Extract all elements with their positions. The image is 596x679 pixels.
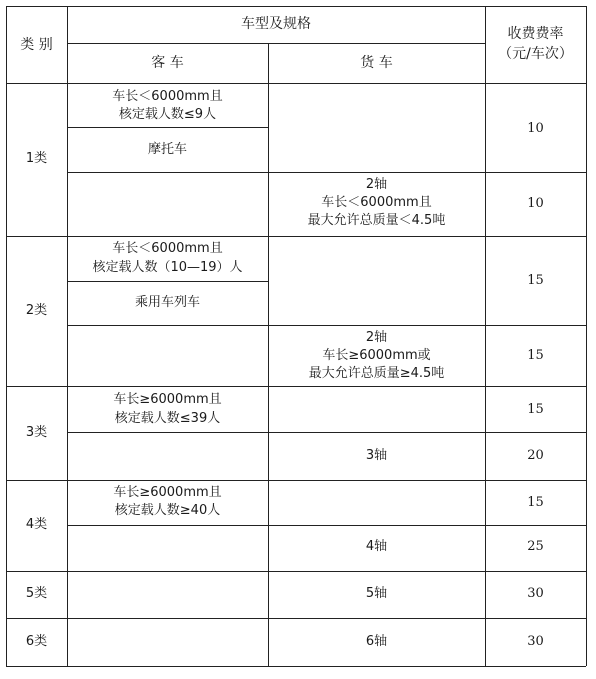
row-line-3 bbox=[67, 432, 586, 433]
rate-4a: 15 bbox=[527, 495, 544, 510]
group-divider-4-5 bbox=[6, 571, 586, 572]
truck-2-line2: 车长≥6000mm或 bbox=[322, 348, 431, 363]
passenger-2a-line2: 核定载人数（10—19）人 bbox=[92, 260, 243, 275]
category-2: 2类 bbox=[25, 303, 48, 318]
group-divider-1-2 bbox=[6, 236, 586, 237]
rate-6: 30 bbox=[527, 634, 544, 649]
table-border-right bbox=[586, 6, 587, 666]
passenger-1a-line1: 车长＜6000mm且 bbox=[112, 89, 223, 104]
rate-1a: 10 bbox=[527, 121, 544, 136]
row-line-1b bbox=[67, 172, 586, 173]
truck-2-line3: 最大允许总质量≥4.5吨 bbox=[308, 366, 445, 381]
row-line-1a bbox=[67, 127, 268, 128]
table-border-left bbox=[6, 6, 7, 666]
rate-1b: 10 bbox=[527, 196, 544, 211]
passenger-1b: 摩托车 bbox=[147, 142, 187, 157]
passenger-2a-line1: 车长＜6000mm且 bbox=[112, 241, 223, 256]
category-6: 6类 bbox=[25, 634, 48, 649]
header-bottom bbox=[6, 83, 586, 84]
rate-3a: 15 bbox=[527, 402, 544, 417]
rate-4b: 25 bbox=[527, 539, 544, 554]
row-line-4 bbox=[67, 525, 586, 526]
header-rate: 收费费率 bbox=[507, 26, 564, 42]
category-4: 4类 bbox=[25, 517, 48, 532]
truck-1-line2: 车长＜6000mm且 bbox=[321, 195, 432, 210]
truck-5: 5轴 bbox=[365, 586, 388, 601]
rate-2a: 15 bbox=[527, 273, 544, 288]
row-line-2a bbox=[67, 281, 268, 282]
truck-2-line1: 2轴 bbox=[365, 330, 388, 345]
header-divider bbox=[67, 43, 485, 44]
header-rate-unit: （元/车次） bbox=[498, 46, 573, 62]
truck-3: 3轴 bbox=[365, 448, 388, 463]
passenger-1a-line2: 核定载人数≤9人 bbox=[118, 107, 217, 122]
group-divider-3-4 bbox=[6, 480, 586, 481]
rate-2b: 15 bbox=[527, 348, 544, 363]
table-border-bottom bbox=[6, 666, 586, 667]
header-truck: 货 车 bbox=[360, 55, 393, 71]
category-5: 5类 bbox=[25, 586, 48, 601]
category-1: 1类 bbox=[25, 151, 48, 166]
table-border-top bbox=[6, 6, 586, 7]
truck-1-line3: 最大允许总质量＜4.5吨 bbox=[307, 213, 446, 228]
header-passenger: 客 车 bbox=[151, 55, 184, 71]
passenger-3-line1: 车长≥6000mm且 bbox=[113, 392, 222, 407]
rate-3b: 20 bbox=[527, 448, 544, 463]
truck-4: 4轴 bbox=[365, 539, 388, 554]
header-category: 类 别 bbox=[20, 37, 53, 53]
rate-5: 30 bbox=[527, 586, 544, 601]
passenger-4-line2: 核定载人数≥40人 bbox=[114, 503, 221, 518]
passenger-4-line1: 车长≥6000mm且 bbox=[113, 485, 222, 500]
truck-6: 6轴 bbox=[365, 634, 388, 649]
group-divider-2-3 bbox=[6, 386, 586, 387]
truck-1-line1: 2轴 bbox=[365, 177, 388, 192]
group-divider-5-6 bbox=[6, 618, 586, 619]
header-spec: 车型及规格 bbox=[241, 16, 311, 32]
passenger-2b: 乘用车列车 bbox=[134, 295, 200, 310]
passenger-3-line2: 核定载人数≤39人 bbox=[114, 411, 221, 426]
row-line-2b bbox=[67, 325, 586, 326]
category-3: 3类 bbox=[25, 425, 48, 440]
column-divider-rate bbox=[485, 6, 486, 666]
